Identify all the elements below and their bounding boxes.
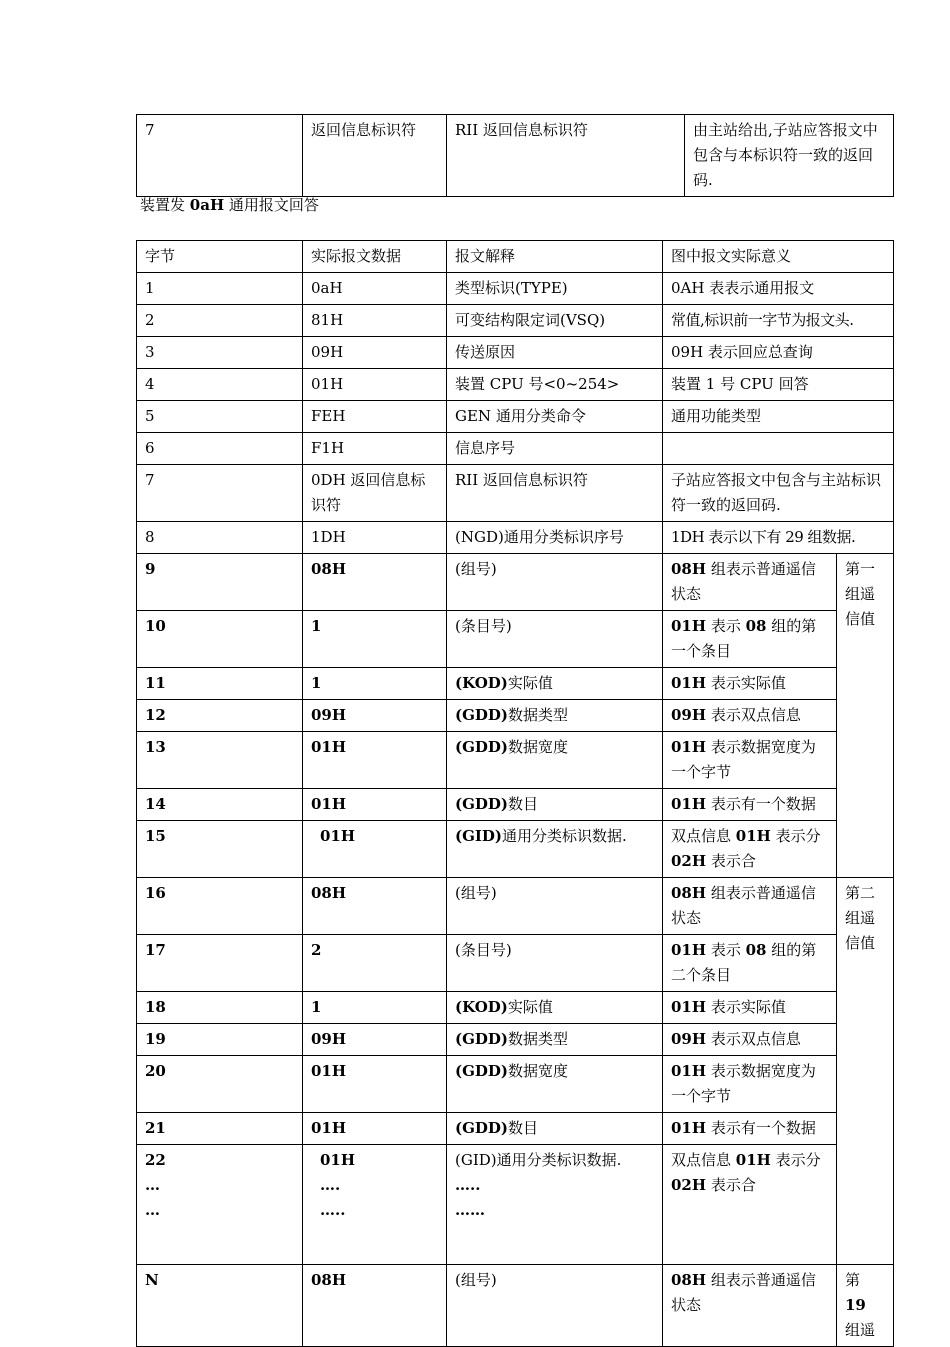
meaning-cell: 装置 1 号 CPU 回答 [663, 369, 894, 401]
data-cell: 08H [303, 554, 447, 611]
byte-cell: 11 [137, 668, 303, 700]
table-row [137, 935, 894, 992]
data-cell: 01H [303, 1056, 447, 1113]
explain-cell: (NGD)通用分类标识序号 [447, 522, 663, 554]
byte-line: 22 [145, 1151, 166, 1169]
explain-line: …… [455, 1201, 485, 1219]
table-row [137, 789, 894, 821]
group-label: 第 19 组遥 [837, 1265, 894, 1347]
explain-cell: 传送原因 [447, 337, 663, 369]
explain-cell: (条目号) [447, 611, 663, 668]
meaning-cell: 0AH 表表示通用报文 [663, 273, 894, 305]
data-cell: 81H [303, 305, 447, 337]
data-cell: 2 [303, 935, 447, 992]
data-cell: 09H [303, 337, 447, 369]
meaning-cell: 09H 表示双点信息 [663, 1024, 837, 1056]
byte-cell: 10 [137, 611, 303, 668]
meaning-cell: 01H 表示有一个数据 [663, 789, 837, 821]
explain-cell: (KOD)实际值 [447, 992, 663, 1024]
byte-cell: 6 [137, 433, 303, 465]
data-line: …. [320, 1176, 341, 1194]
data-cell: 08H [303, 878, 447, 935]
explain-cell: (KOD)实际值 [447, 668, 663, 700]
data-cell: 1 [303, 992, 447, 1024]
table-row [137, 305, 894, 337]
meaning-cell: 01H 表示 08 组的第一个条目 [663, 611, 837, 668]
table-row [137, 821, 894, 878]
header-meaning: 图中报文实际意义 [663, 241, 894, 273]
data-cell: 09H [303, 1024, 447, 1056]
explain-cell: 可变结构限定词(VSQ) [447, 305, 663, 337]
byte-cell: 13 [137, 732, 303, 789]
explain-cell: GEN 通用分类命令 [447, 401, 663, 433]
table-row [137, 522, 894, 554]
explain-cell: (GDD)数据类型 [447, 700, 663, 732]
data-cell: 1 [303, 668, 447, 700]
meaning-cell: 08H 组表示普通遥信状态 [663, 1265, 837, 1347]
explain-cell: (GDD)数目 [447, 1113, 663, 1145]
data-cell: FEH [303, 401, 447, 433]
table-row [137, 369, 894, 401]
explain-cell: 信息序号 [447, 433, 663, 465]
explain-cell: (GID)通用分类标识数据. [447, 821, 663, 878]
byte-cell: 12 [137, 700, 303, 732]
data-cell: 0DH 返回信息标识符 [303, 465, 447, 522]
data-cell: 08H [303, 1265, 447, 1347]
byte-cell: N [137, 1265, 303, 1347]
explain-cell [447, 1145, 663, 1265]
byte-cell: 8 [137, 522, 303, 554]
data-cell: 01H [303, 732, 447, 789]
message-table [136, 240, 894, 1347]
meaning-cell: 01H 表示数据宽度为一个字节 [663, 1056, 837, 1113]
explain-line: (GID)通用分类标识数据. [455, 1151, 622, 1169]
header-data: 实际报文数据 [303, 241, 447, 273]
data-cell: 01H [303, 1113, 447, 1145]
table-row [137, 1145, 894, 1265]
return-id-table [136, 114, 894, 197]
data-cell: 1DH [303, 522, 447, 554]
table-row [137, 1024, 894, 1056]
explain-cell: (组号) [447, 554, 663, 611]
meaning-cell: 01H 表示 08 组的第二个条目 [663, 935, 837, 992]
section-intro [140, 193, 319, 217]
meaning-cell: 01H 表示实际值 [663, 992, 837, 1024]
intro-suffix: 通用报文回答 [224, 196, 319, 214]
meaning-cell: 01H 表示有一个数据 [663, 1113, 837, 1145]
table-row [137, 700, 894, 732]
byte-line: … [145, 1201, 160, 1219]
meaning-cell: 通用功能类型 [663, 401, 894, 433]
byte-cell: 17 [137, 935, 303, 992]
data-line: 01H [320, 1151, 356, 1169]
table-row [137, 992, 894, 1024]
intro-prefix: 装置发 [140, 196, 190, 214]
byte-cell: 4 [137, 369, 303, 401]
meaning-cell: 由主站给出,子站应答报文中包含与本标识符一致的返回码. [685, 115, 894, 197]
meaning-cell [663, 433, 894, 465]
explain-cell: (GDD)数据类型 [447, 1024, 663, 1056]
byte-line: … [145, 1176, 160, 1194]
table-row [137, 115, 894, 197]
data-cell [303, 1145, 447, 1265]
table-row [137, 273, 894, 305]
meaning-cell: 子站应答报文中包含与主站标识符一致的返回码. [663, 465, 894, 522]
data-cell: 01H [303, 789, 447, 821]
data-cell: 09H [303, 700, 447, 732]
byte-cell: 1 [137, 273, 303, 305]
data-cell: 01H [303, 821, 447, 878]
data-cell: 0aH [303, 273, 447, 305]
meaning-cell: 常值,标识前一字节为报文头. [663, 305, 894, 337]
table-row [137, 1056, 894, 1113]
table-row [137, 554, 894, 611]
explain-line: ….. [455, 1176, 481, 1194]
explain-cell: (GDD)数据宽度 [447, 732, 663, 789]
meaning-cell: 08H 组表示普通遥信状态 [663, 554, 837, 611]
explain-cell: (组号) [447, 1265, 663, 1347]
table-row [137, 401, 894, 433]
byte-cell: 3 [137, 337, 303, 369]
byte-cell: 18 [137, 992, 303, 1024]
data-cell: 01H [303, 369, 447, 401]
table-row [137, 1265, 894, 1347]
intro-code: 0aH [189, 196, 225, 214]
explain-cell: (GDD)数目 [447, 789, 663, 821]
meaning-cell: 双点信息 01H 表示分 02H 表示合 [663, 821, 837, 878]
explain-cell: (组号) [447, 878, 663, 935]
table-row [137, 878, 894, 935]
byte-cell: 20 [137, 1056, 303, 1113]
meaning-cell: 01H 表示实际值 [663, 668, 837, 700]
meaning-cell: 09H 表示双点信息 [663, 700, 837, 732]
meaning-cell: 双点信息 01H 表示分 02H 表示合 [663, 1145, 837, 1265]
byte-cell: 5 [137, 401, 303, 433]
byte-cell [137, 1145, 303, 1265]
explain-cell: RII 返回信息标识符 [447, 115, 685, 197]
table-row [137, 465, 894, 522]
meaning-cell: 09H 表示回应总查询 [663, 337, 894, 369]
table-row [137, 337, 894, 369]
data-line: ….. [320, 1201, 346, 1219]
table-row [137, 1113, 894, 1145]
table-row [137, 611, 894, 668]
table-row [137, 433, 894, 465]
table-row [137, 241, 894, 273]
byte-cell: 7 [137, 465, 303, 522]
explain-cell: 装置 CPU 号<0~254> [447, 369, 663, 401]
byte-cell: 21 [137, 1113, 303, 1145]
byte-cell: 19 [137, 1024, 303, 1056]
table-row [137, 732, 894, 789]
byte-cell: 9 [137, 554, 303, 611]
meaning-cell: 08H 组表示普通遥信状态 [663, 878, 837, 935]
explain-cell: (GDD)数据宽度 [447, 1056, 663, 1113]
data-cell: 1 [303, 611, 447, 668]
byte-cell: 14 [137, 789, 303, 821]
data-cell: F1H [303, 433, 447, 465]
group-label: 第二组遥信值 [837, 878, 894, 1265]
header-explain: 报文解释 [447, 241, 663, 273]
meaning-cell: 1DH 表示以下有 29 组数据. [663, 522, 894, 554]
byte-cell: 2 [137, 305, 303, 337]
header-byte: 字节 [137, 241, 303, 273]
explain-cell: (条目号) [447, 935, 663, 992]
table-row [137, 668, 894, 700]
meaning-cell: 01H 表示数据宽度为一个字节 [663, 732, 837, 789]
explain-cell: 类型标识(TYPE) [447, 273, 663, 305]
explain-cell: RII 返回信息标识符 [447, 465, 663, 522]
byte-cell: 16 [137, 878, 303, 935]
byte-cell: 7 [137, 115, 303, 197]
byte-cell: 15 [137, 821, 303, 878]
data-cell: 返回信息标识符 [303, 115, 447, 197]
group-label: 第一组遥信值 [837, 554, 894, 878]
